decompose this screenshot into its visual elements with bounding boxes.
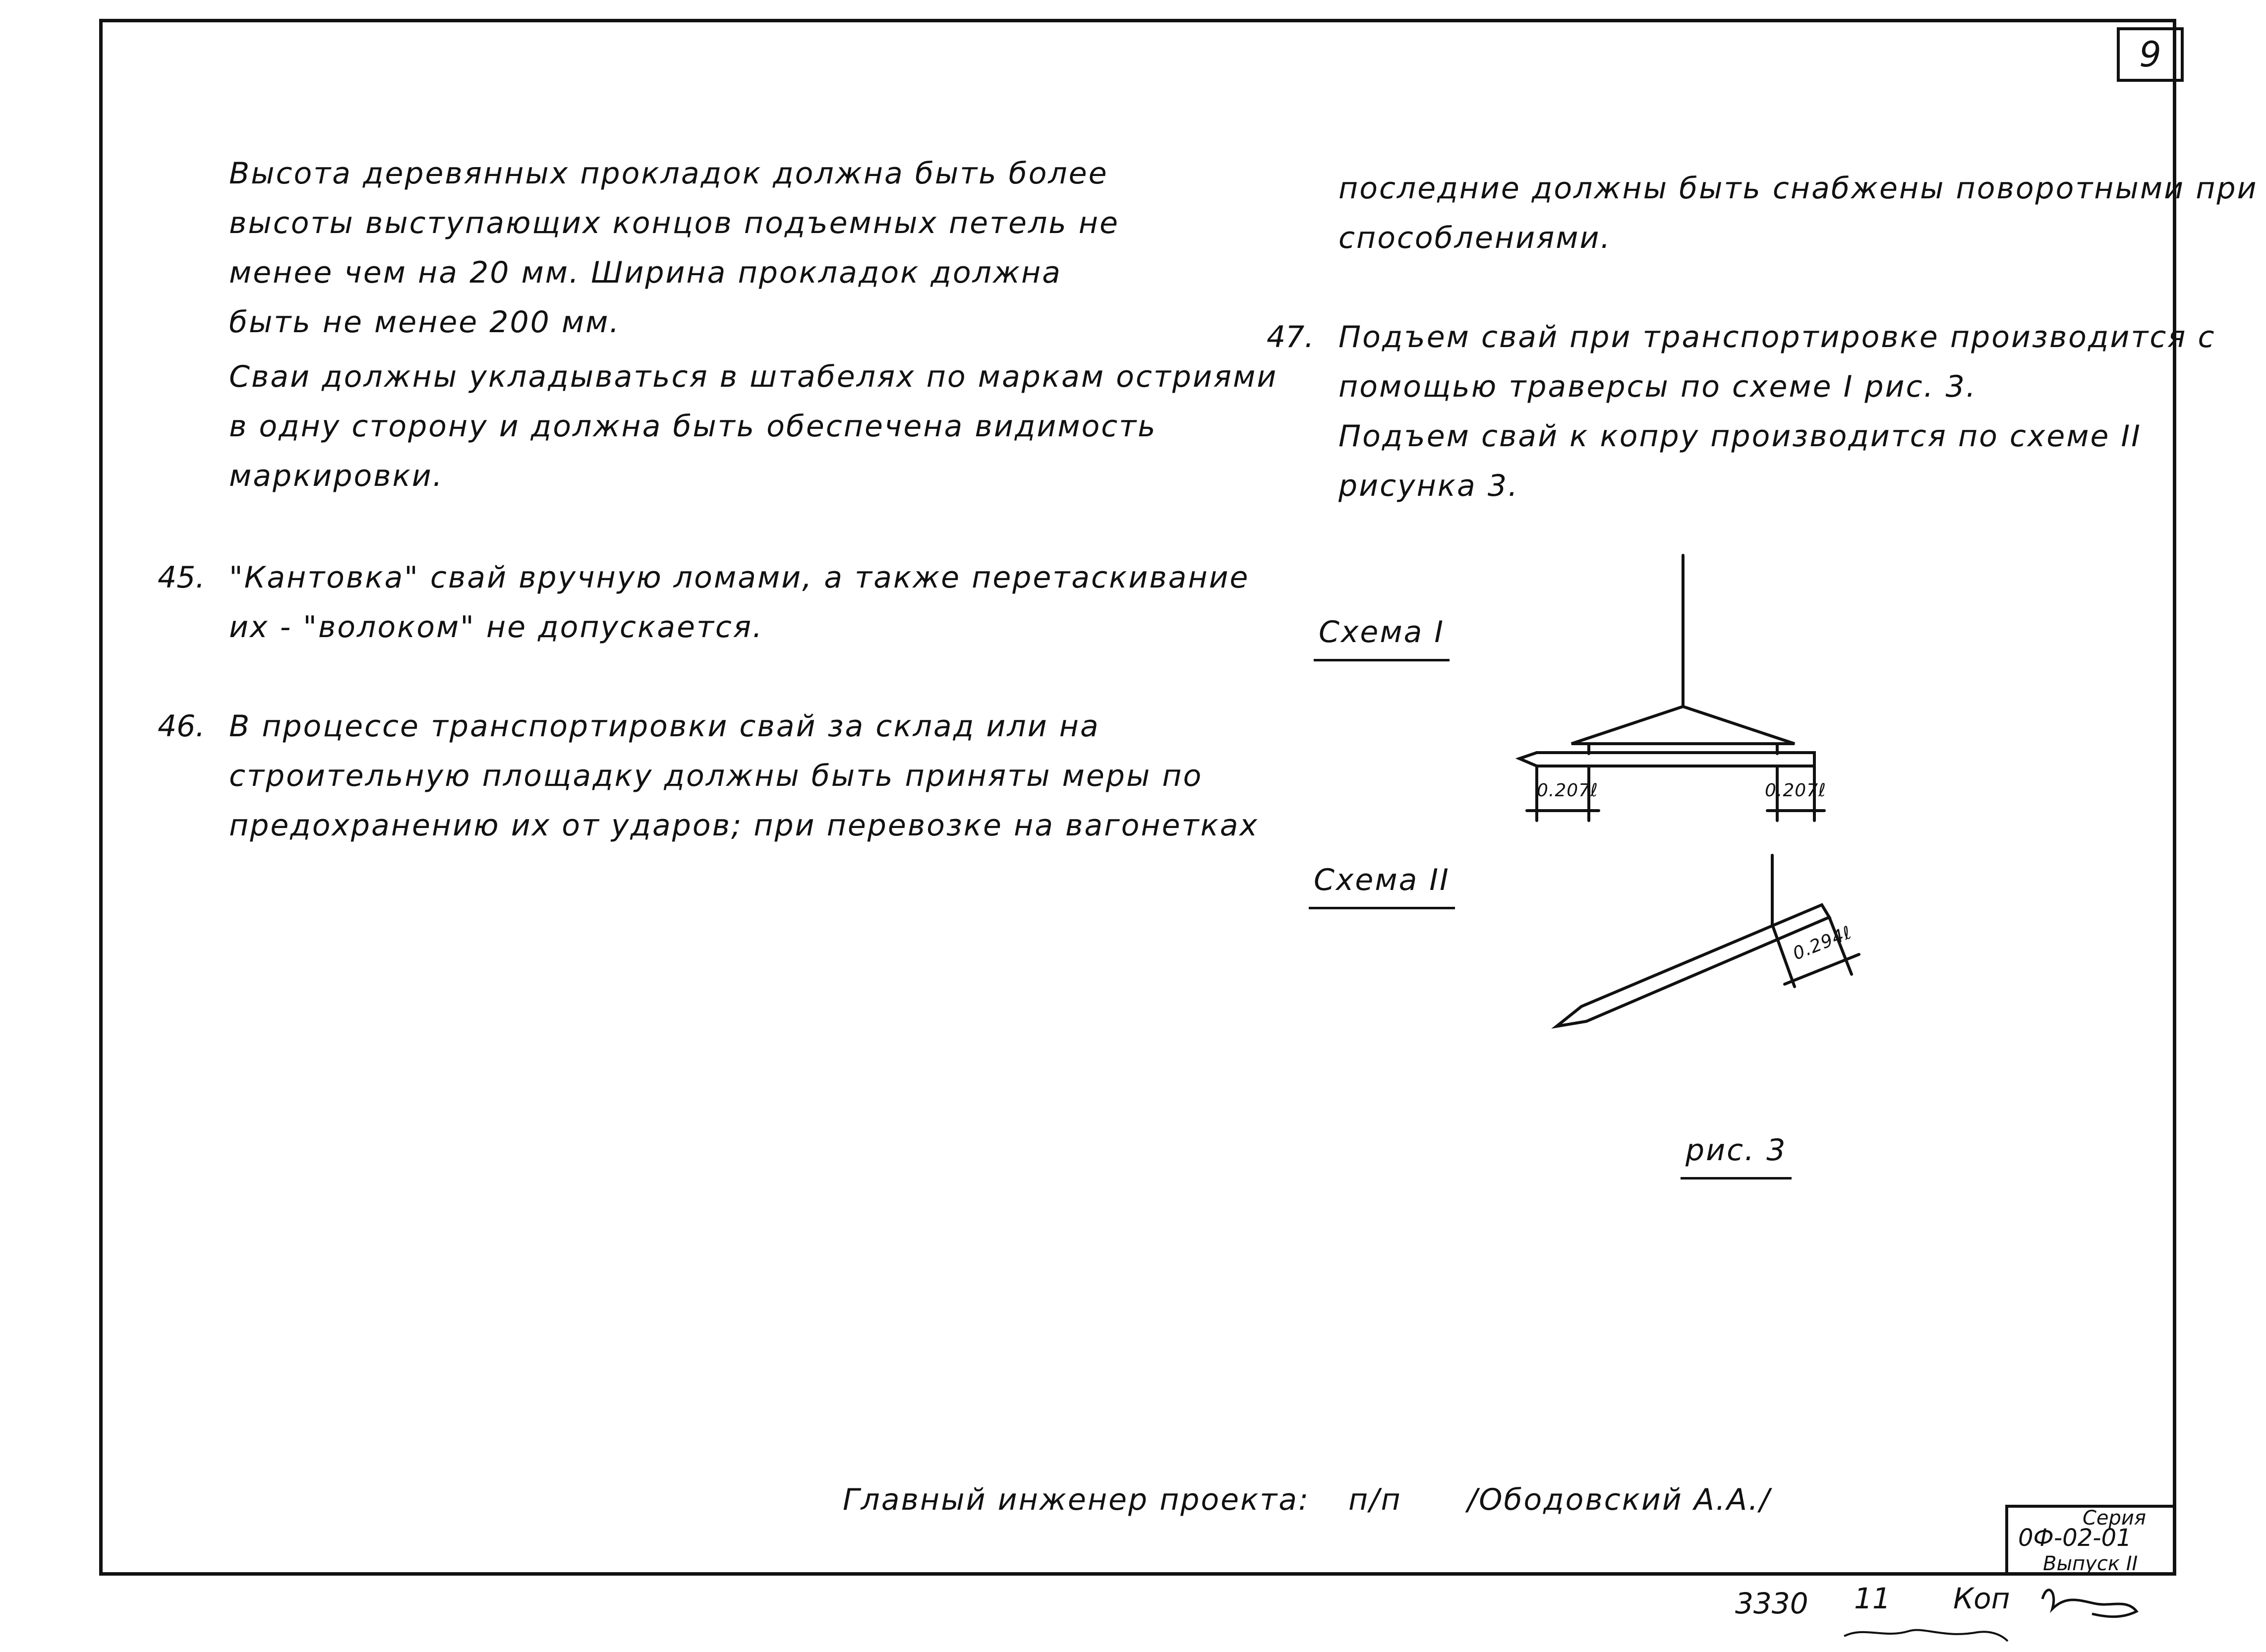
item-46-line: строительную площадку должны быть приняты меры по <box>229 759 1203 793</box>
intro-line: высоты выступающих концов подъемных петель не <box>229 206 1119 240</box>
kop-label: Коп <box>1953 1582 2010 1615</box>
signature-mark: п/п <box>1348 1482 1402 1517</box>
scheme-2-label: Схема II <box>1309 855 1455 909</box>
intro-line: менее чем на 20 мм. Ширина прокладок должна <box>229 255 1062 290</box>
item-47-number: 47. <box>1267 320 1314 354</box>
stamp-issue: Выпуск II <box>2043 1552 2138 1575</box>
item-47-line: Подъем свай к копру производится по схеме II <box>1338 419 2142 454</box>
item-46-line: В процессе транспортировки свай за склад или на <box>229 709 1100 744</box>
item-47-line: рисунка 3. <box>1338 469 1519 503</box>
dim-right-label: 0.207ℓ <box>1765 780 1826 801</box>
item-47-line: Подъем свай при транспортировке производится с <box>1338 320 2216 354</box>
item-45-number: 45. <box>158 560 205 595</box>
stamp-series-label: Серия <box>2083 1507 2146 1530</box>
item-46-number: 46. <box>158 709 205 744</box>
page-number: 9 <box>2139 34 2161 75</box>
item-45-line: их - "волоком" не допускается. <box>229 610 764 645</box>
stamp-series-code: 0Ф-02-01 <box>2018 1524 2132 1552</box>
inventory-number: 3330 <box>1735 1587 1808 1620</box>
intro-line: Сваи должны укладываться в штабелях по маркам остриями <box>229 359 1278 394</box>
copy-number: 11 <box>1854 1582 1891 1615</box>
continuation-line: способлениями. <box>1338 221 1612 255</box>
dim-left-label: 0.207ℓ <box>1537 780 1598 801</box>
item-45-line: "Кантовка" свай вручную ломами, а также перетаскивание <box>229 560 1250 595</box>
chief-engineer-name: /Ободовский А.А./ <box>1467 1482 1771 1517</box>
item-46-line: предохранению их от ударов; при перевозке на вагонетках <box>229 808 1259 843</box>
scheme-1-label: Схема I <box>1314 607 1450 661</box>
dim-scheme2-label: 0.294ℓ <box>1790 922 1855 964</box>
figure-caption: рис. 3 <box>1681 1125 1792 1180</box>
item-47-line: помощью траверсы по схеме I рис. 3. <box>1338 369 1977 404</box>
intro-line: быть не менее 200 мм. <box>229 305 621 340</box>
intro-line: Высота деревянных прокладок должна быть более <box>229 156 1108 191</box>
intro-line: в одну сторону и должна быть обеспечена видимость <box>229 409 1157 444</box>
continuation-line: последние должны быть снабжены поворотными при <box>1338 171 2258 206</box>
chief-engineer-role: Главный инженер проекта: <box>843 1482 1310 1517</box>
intro-line: маркировки. <box>229 459 444 493</box>
